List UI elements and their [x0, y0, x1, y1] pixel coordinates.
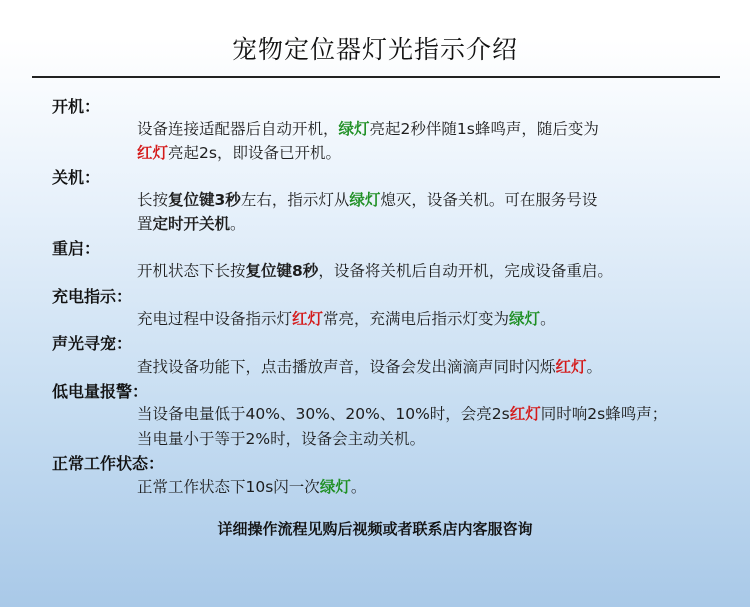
text: 开机状态下长按	[137, 262, 246, 280]
text: 正常工作状态下10s闪一次	[137, 478, 320, 496]
text: 。	[350, 478, 367, 496]
charging-line-1	[137, 307, 556, 329]
text: 置	[137, 215, 153, 233]
section-title-sound-find: 声光寻宠：	[52, 334, 133, 353]
footer-note: 详细操作流程见购后视频或者联系店内客服咨询	[217, 520, 533, 538]
power-off-line-1	[137, 188, 597, 210]
page-title: 宠物定位器灯光指示介绍	[231, 35, 518, 64]
green-light-label: 绿灯	[338, 120, 370, 138]
restart-line-1	[137, 259, 613, 281]
normal-line-1	[137, 475, 366, 497]
section-title-low-battery: 低电量报警：	[52, 382, 149, 401]
green-light-label: 绿灯	[349, 191, 381, 209]
text: 设备连接适配器后自动开机，	[137, 120, 339, 138]
low-battery-line-2: 当电量小于等于2%时，设备会主动关机。	[137, 430, 426, 448]
reset-key-label: 复位键8秒	[245, 262, 319, 280]
text: ，设备将关机后自动开机，完成设备重启。	[318, 262, 613, 280]
green-light-label: 绿灯	[319, 478, 351, 496]
text: 同时响2s蜂鸣声；	[540, 405, 668, 423]
scheduled-power-label: 定时开关机	[152, 215, 231, 233]
text: 充电过程中设备指示灯	[137, 310, 293, 328]
section-title-normal: 正常工作状态：	[52, 454, 165, 473]
power-on-line-2	[137, 141, 341, 163]
text: 。	[586, 358, 603, 376]
red-light-label: 红灯	[509, 405, 541, 423]
section-title-charging: 充电指示：	[52, 287, 133, 306]
green-light-label: 绿灯	[509, 310, 541, 328]
text: 。	[540, 310, 556, 328]
low-battery-line-1	[137, 402, 667, 424]
red-light-label: 红灯	[292, 310, 324, 328]
sound-find-line-1	[137, 355, 602, 377]
red-light-label: 红灯	[137, 144, 169, 162]
red-light-label: 红灯	[555, 358, 587, 376]
power-off-line-2	[137, 212, 246, 234]
text: 左右，指示灯从	[240, 191, 350, 209]
power-on-line-1	[137, 117, 599, 139]
text: 常亮，充满电后指示灯变为	[323, 310, 510, 328]
section-title-restart: 重启：	[52, 239, 101, 258]
section-title-power-on: 开机：	[52, 97, 101, 116]
text: 。	[230, 215, 246, 233]
text: 亮起2s，即设备已开机。	[168, 144, 341, 162]
section-title-power-off: 关机：	[52, 168, 101, 187]
text: 长按	[137, 191, 169, 209]
text: 熄灭，设备关机。可在服务号设	[380, 191, 598, 209]
text: 亮起2秒伴随1s蜂鸣声，随后变为	[369, 120, 599, 138]
text: 当设备电量低于40%、30%、20%、10%时，会亮2s	[137, 405, 510, 423]
reset-key-label: 复位键3秒	[168, 191, 241, 209]
text: 查找设备功能下，点击播放声音，设备会发出滴滴声同时闪烁	[137, 358, 556, 376]
